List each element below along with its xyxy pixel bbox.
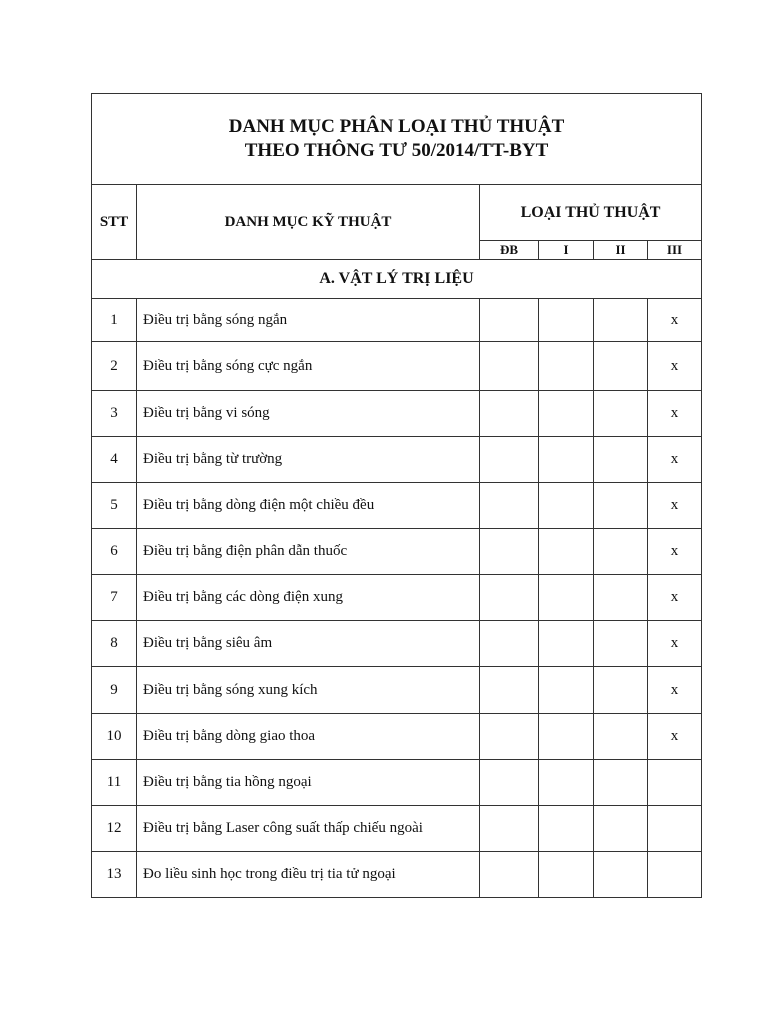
row-stt: 10 [92,714,137,760]
row-mark-iii: x [648,529,702,575]
table-row [92,667,702,714]
row-mark-i [539,483,594,529]
header-ii: II [594,241,648,260]
row-mark-i [539,667,594,714]
table-row [92,342,702,391]
row-mark-db [480,437,539,483]
row-mark-i [539,806,594,852]
table-row [92,391,702,437]
row-mark-i [539,621,594,667]
row-mark-ii [594,391,648,437]
row-mark-iii [648,760,702,806]
section-heading: A. VẬT LÝ TRỊ LIỆU [92,260,702,299]
row-mark-db [480,667,539,714]
row-mark-db [480,852,539,898]
table-row [92,621,702,667]
row-mark-db [480,575,539,621]
row-mark-ii [594,483,648,529]
row-mark-iii [648,806,702,852]
row-technique-name: Điều trị bằng dòng giao thoa [137,714,480,760]
header-i: I [539,241,594,260]
row-technique-name: Đo liều sinh học trong điều trị tia tử ngoại [137,852,480,898]
row-technique-name: Điều trị bằng sóng xung kích [137,667,480,714]
table-row [92,299,702,342]
row-mark-iii: x [648,437,702,483]
row-mark-i [539,342,594,391]
header-stt: STT [92,185,137,260]
row-stt: 2 [92,342,137,391]
document-page [91,93,701,898]
row-mark-ii [594,529,648,575]
row-mark-ii [594,621,648,667]
row-mark-iii: x [648,342,702,391]
row-mark-i [539,529,594,575]
row-mark-iii: x [648,391,702,437]
row-mark-db [480,483,539,529]
table-row [92,806,702,852]
row-mark-i [539,575,594,621]
row-mark-db [480,621,539,667]
row-technique-name: Điều trị bằng sóng cực ngắn [137,342,480,391]
row-mark-i [539,760,594,806]
row-stt: 4 [92,437,137,483]
table-row [92,760,702,806]
row-mark-iii: x [648,667,702,714]
row-mark-iii: x [648,299,702,342]
row-mark-db [480,760,539,806]
row-technique-name: Điều trị bằng tia hồng ngoại [137,760,480,806]
row-mark-i [539,437,594,483]
row-mark-iii: x [648,714,702,760]
table-body [92,299,702,898]
row-mark-ii [594,575,648,621]
row-mark-i [539,714,594,760]
table-row [92,575,702,621]
procedure-classification-table [91,93,702,898]
row-technique-name: Điều trị bằng Laser công suất thấp chiếu ngoài [137,806,480,852]
table-row [92,529,702,575]
row-technique-name: Điều trị bằng từ trường [137,437,480,483]
header-db: ĐB [480,241,539,260]
row-stt: 12 [92,806,137,852]
row-stt: 3 [92,391,137,437]
header-iii: III [648,241,702,260]
row-mark-db [480,391,539,437]
row-mark-db [480,529,539,575]
row-mark-ii [594,667,648,714]
row-mark-db [480,714,539,760]
row-mark-iii: x [648,621,702,667]
row-technique-name: Điều trị bằng vi sóng [137,391,480,437]
row-mark-ii [594,806,648,852]
row-technique-name: Điều trị bằng siêu âm [137,621,480,667]
row-stt: 8 [92,621,137,667]
row-mark-db [480,806,539,852]
row-stt: 11 [92,760,137,806]
row-mark-ii [594,437,648,483]
row-mark-i [539,852,594,898]
row-mark-ii [594,760,648,806]
row-stt: 9 [92,667,137,714]
row-mark-iii [648,852,702,898]
row-stt: 5 [92,483,137,529]
table-row [92,714,702,760]
table-title [92,94,702,185]
row-technique-name: Điều trị bằng các dòng điện xung [137,575,480,621]
row-stt: 6 [92,529,137,575]
row-mark-iii: x [648,575,702,621]
title-line-1: DANH MỤC PHÂN LOẠI THỦ THUẬT [228,116,565,137]
row-mark-i [539,299,594,342]
row-technique-name: Điều trị bằng dòng điện một chiều đều [137,483,480,529]
header-technique: DANH MỤC KỸ THUẬT [137,185,480,260]
row-mark-iii: x [648,483,702,529]
row-mark-db [480,299,539,342]
row-mark-ii [594,714,648,760]
row-technique-name: Điều trị bằng sóng ngắn [137,299,480,342]
row-mark-i [539,391,594,437]
row-stt: 7 [92,575,137,621]
row-mark-ii [594,299,648,342]
row-stt: 13 [92,852,137,898]
row-mark-ii [594,852,648,898]
table-row [92,483,702,529]
table-row [92,437,702,483]
table-row [92,852,702,898]
row-mark-db [480,342,539,391]
row-mark-ii [594,342,648,391]
row-technique-name: Điều trị bằng điện phân dẫn thuốc [137,529,480,575]
title-line-2: THEO THÔNG TƯ 50/2014/TT-BYT [244,140,549,161]
header-procedure-type: LOẠI THỦ THUẬT [480,185,702,241]
row-stt: 1 [92,299,137,342]
